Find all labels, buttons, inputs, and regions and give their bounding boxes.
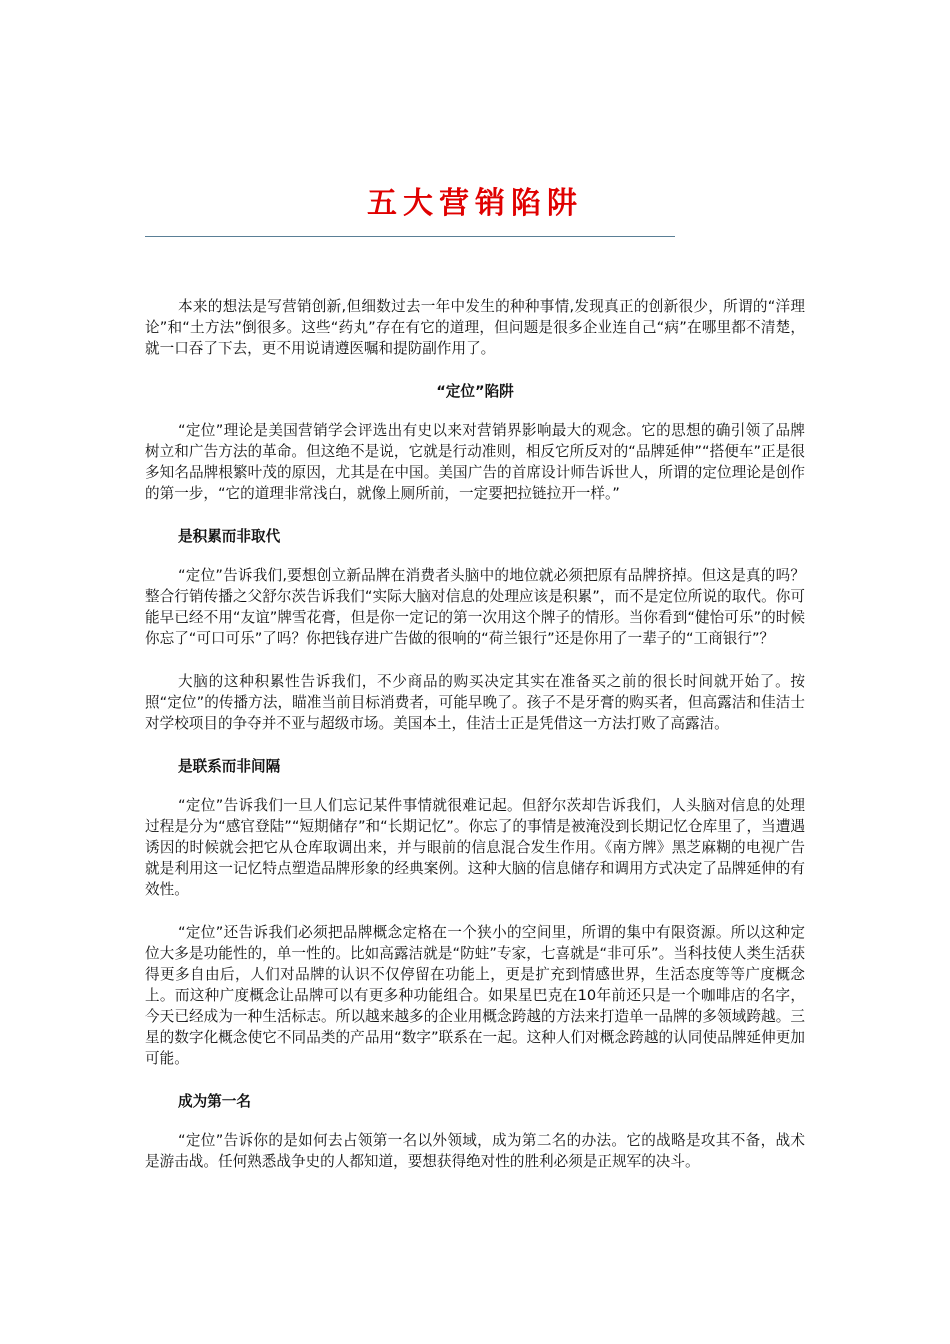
subsection-paragraph: 大脑的这种积累性告诉我们，不少商品的购买决定其实在准备买之前的很长时间就开始了。按照“定位”的传播方法，瞄准当前目标消费者，可能早晚了。孩子不是牙膏的购买者，但高露洁和佳洁士对学校项目的争夺并不亚与超级市场。美国本土，佳洁士正是凭借这一方法打败了高露洁。	[145, 673, 805, 732]
document-title: 五大营销陷阱	[367, 186, 583, 221]
subsection-paragraph: “定位”还告诉我们必须把品牌概念定格在一个狭小的空间里，所谓的集中有限资源。所以这种定位大多是功能性的，单一性的。比如高露洁就是“防蛀”专家，七喜就是“非可乐”。当科技使人类生活获得更多自由后，人们对品牌的认识不仅停留在功能上，更是扩充到情感世界，生活态度等等广度概念上。而这种广度概念让品牌可以有更多种功能组合。如果星巴克在10年前还只是一个咖啡店的名字，今天已经成为一种生活标志。所以越来越多的企业用概念跨越的方法来打造单一品牌的多领域跨越。三星的数字化概念使它不同品类的产品用“数字”联系在一起。这种人们对概念跨越的认同使品牌延伸更加可能。	[145, 924, 805, 1067]
subsection-heading: 成为第一名	[178, 1093, 251, 1110]
subsection-paragraph: “定位”告诉我们,要想创立新品牌在消费者头脑中的地位就必须把原有品牌挤掉。但这是真的吗？整合行销传播之父舒尔茨告诉我们“实际大脑对信息的处理应该是积累”，而不是定位所说的取代。你可能早已经不用“友谊”牌雪花膏，但是你一定记的第一次用这个牌子的情形。当你看到“健怡可乐”的时候你忘了“可口可乐”了吗？你把钱存进广告做的很响的“荷兰银行”还是你用了一辈子的“工商银行”？	[145, 567, 805, 647]
section-heading: “定位”陷阱	[436, 383, 514, 400]
subsection-paragraph: “定位”告诉你的是如何去占领第一名以外领域，成为第二名的办法。它的战略是攻其不备，战术是游击战。任何熟悉战争史的人都知道，要想获得绝对性的胜利必须是正规军的决斗。	[145, 1132, 805, 1170]
document-body	[145, 296, 805, 1172]
intro-paragraph: 本来的想法是写营销创新,但细数过去一年中发生的种种事情,发现真正的创新很少，所谓的“洋理论”和“土方法”倒很多。这些“药丸”存在有它的道理，但问题是很多企业连自己“病”在哪里都不清楚，就一口吞了下去，更不用说请遵医嘱和提防副作用了。	[145, 298, 805, 357]
subsection-heading: 是积累而非取代	[178, 528, 281, 545]
subsection-heading: 是联系而非间隔	[178, 758, 281, 775]
section-paragraph: “定位”理论是美国营销学会评选出有史以来对营销界影响最大的观念。它的思想的确引领了品牌树立和广告方法的革命。但这绝不是说，它就是行动准则，相反它所反对的“品牌延伸”“搭便车”正是很多知名品牌根繁叶茂的原因，尤其是在中国。美国广告的首席设计师告诉世人，所谓的定位理论是创作的第一步，“它的道理非常浅白，就像上厕所前，一定要把拉链拉开一样。”	[145, 422, 805, 502]
title-divider	[145, 236, 675, 237]
subsection-paragraph: “定位”告诉我们一旦人们忘记某件事情就很难记起。但舒尔茨却告诉我们，人头脑对信息的处理过程是分为“感官登陆”“短期储存”和“长期记忆”。你忘了的事情是被淹没到长期记忆仓库里了，当遭遇诱因的时候就会把它从仓库取调出来，并与眼前的信息混合发生作用。《南方牌》黑芝麻糊的电视广告就是利用这一记忆特点塑造品牌形象的经典案例。这种大脑的信息储存和调用方式决定了品牌延伸的有效性。	[145, 797, 805, 898]
